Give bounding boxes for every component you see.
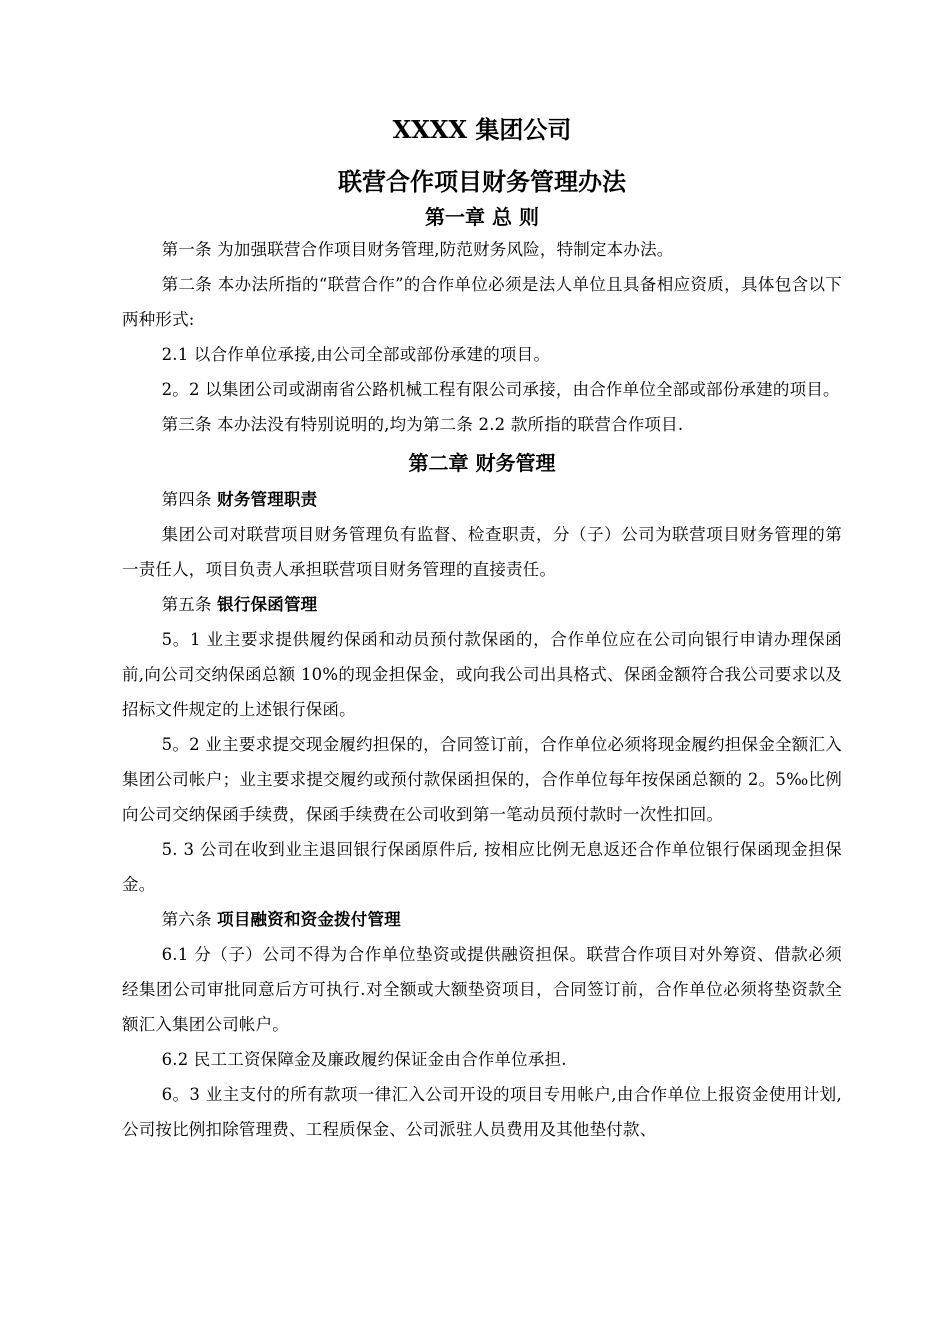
article-6-item-3: 6。3 业主支付的所有款项一律汇入公司开设的项目专用帐户,由合作单位上报资金使用计划,公司按比例扣除管理费、工程质保金、公司派驻人员费用及其他垫付款、 xyxy=(122,1085,842,1139)
article-4-title: 财务管理职责 xyxy=(217,490,318,509)
article-4-label: 第四条 xyxy=(161,490,218,509)
article-5-item-3: 5. 3 公司在收到业主退回银行保函原件后, 按相应比例无息返还合作单位银行保函现金担保金。 xyxy=(122,840,842,894)
article-4-body: 集团公司对联营项目财务管理负有监督、检查职责，分（子）公司为联营项目财务管理的第一责任人，项目负责人承担联营项目财务管理的直接责任。 xyxy=(122,525,842,579)
article-2: 第二条 本办法所指的“联营合作”的合作单位必须是法人单位且具备相应资质，具体包含以下两种形式: xyxy=(122,275,842,329)
article-6-item-1: 6.1 分（子）公司不得为合作单位垫资或提供融资担保。联营合作项目对外筹资、借款必须经集团公司审批同意后方可执行.对全额或大额垫资项目，合同签订前，合作单位必须将垫资款全额汇入集团公司帐户。 xyxy=(122,945,842,1034)
document-title: 联营合作项目财务管理办法 xyxy=(338,167,626,196)
article-4-heading xyxy=(122,482,842,517)
article-5-heading xyxy=(122,587,842,622)
article-3: 第三条 本办法没有特别说明的,均为第二条 2.2 款所指的联营合作项目. xyxy=(161,415,684,434)
article-6-label: 第六条 xyxy=(161,910,218,929)
article-6-title: 项目融资和资金拨付管理 xyxy=(217,910,401,929)
chapter-2-heading: 第二章 财务管理 xyxy=(408,451,556,475)
article-6-heading xyxy=(122,902,842,937)
article-2-item-2: 2。2 以集团公司或湖南省公路机械工程有限公司承接，由合作单位全部或部份承建的项目。 xyxy=(161,380,840,399)
article-1: 第一条 为加强联营合作项目财务管理,防范财务风险，特制定本办法。 xyxy=(161,240,674,259)
article-5-item-1: 5。1 业主要求提供履约保函和动员预付款保函的，合作单位应在公司向银行申请办理保函前,向公司交纳保函总额 10%的现金担保金，或向我公司出具格式、保函金额符合我公司要求以及招标文件规定的上述银行保函。 xyxy=(122,630,842,719)
article-5-label: 第五条 xyxy=(161,595,218,614)
article-5-title: 银行保函管理 xyxy=(217,595,318,614)
article-6-item-2: 6.2 民工工资保障金及廉政履约保证金由合作单位承担. xyxy=(161,1050,567,1069)
article-2-item-1: 2.1 以合作单位承接,由公司全部或部份承建的项目。 xyxy=(161,345,551,364)
document-content xyxy=(122,112,842,1147)
company-title: XXXX 集团公司 xyxy=(392,115,572,144)
chapter-1-heading: 第一章 总 则 xyxy=(425,205,539,229)
article-5-item-2: 5。2 业主要求提交现金履约担保的，合同签订前，合作单位必须将现金履约担保金全额汇入集团公司帐户；业主要求提交履约或预付款保函担保的，合作单位每年按保函总额的 2。5‰比例向公司交纳保函手续费，保函手续费在公司收到第一笔动员预付款时一次性扣回。 xyxy=(122,735,842,824)
